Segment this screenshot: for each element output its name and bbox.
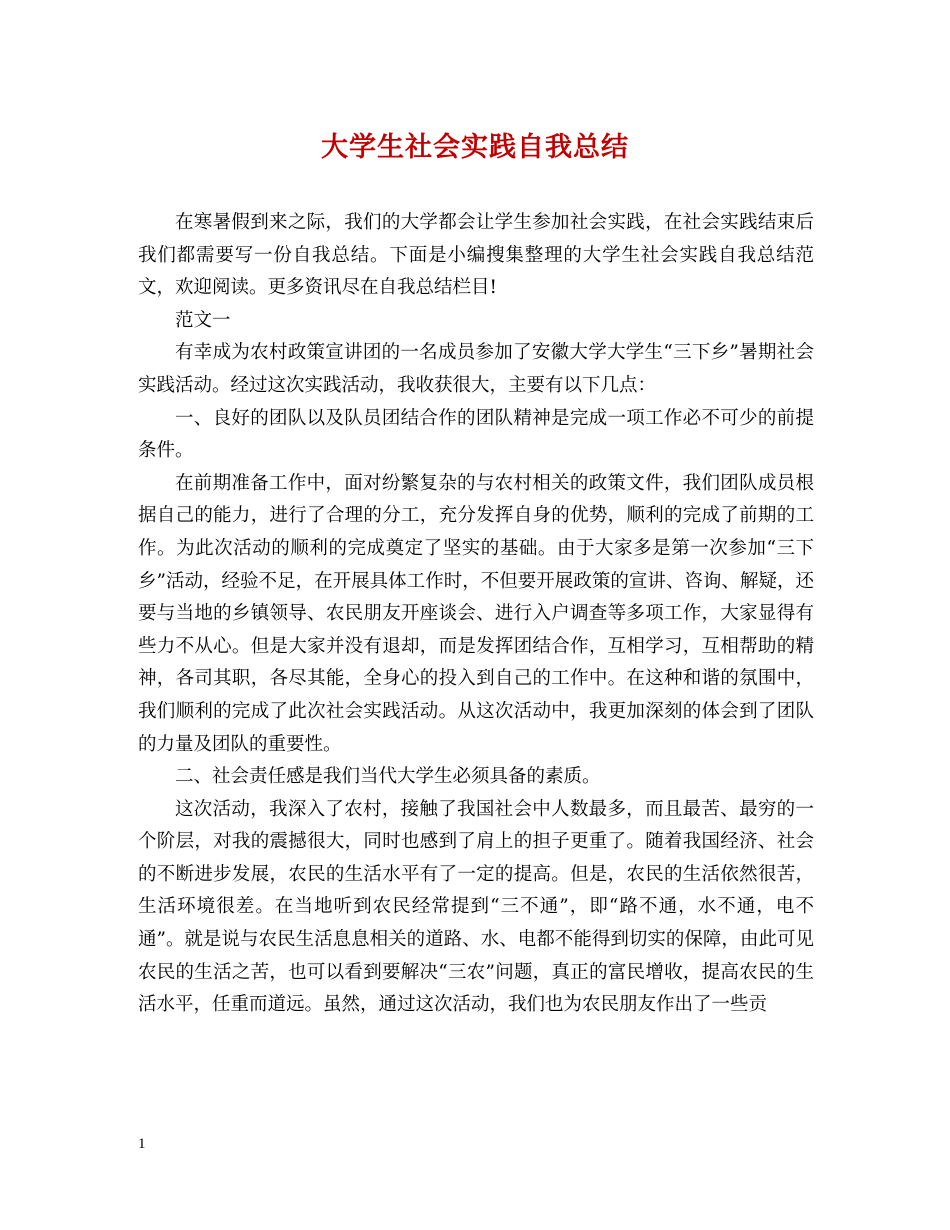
paragraph-opening: 有幸成为农村政策宣讲团的一名成员参加了安徽大学大学生“三下乡”暑期社会实践活动。经过这次实践活动，我收获很大，主要有以下几点： [138, 342, 814, 396]
document-body [138, 207, 814, 1022]
paragraph-point-one: 一、良好的团队以及队员团结合作的团队精神是完成一项工作必不可少的前提条件。 [138, 407, 814, 462]
paragraph-sample-heading: 范文一 [175, 309, 231, 331]
paragraph-teamwork: 在前期准备工作中，面对纷繁复杂的与农村相关的政策文件，我们团队成员根据自己的能力，进行了合理的分工，充分发挥自身的优势，顺利的完成了前期的工作。为此次活动的顺利的完成奠定了坚实的基础。由于大家多是第一次参加“三下乡”活动，经验不足，在开展具体工作时，不但要开展政策的宣讲、咨询、解疑，还要与当地的乡镇领导、农民朋友开座谈会、进行入户调查等多项工作，大家显得有些力不从心。但是大家并没有退却，而是发挥团结合作，互相学习，互相帮助的精神，各司其职，各尽其能，全身心的投入到自己的工作中。在这种和谐的氛围中，我们顺利的完成了此次社会实践活动。从这次活动中，我更加深刻的体会到了团队的力量及团队的重要性。 [138, 472, 814, 755]
paragraph-responsibility: 这次活动，我深入了农村，接触了我国社会中人数最多，而且最苦、最穷的一个阶层，对我的震撼很大，同时也感到了肩上的担子更重了。随着我国经济、社会的不断进步发展，农民的生活水平有了一定的提高。但是，农民的生活依然很苦，生活环境很差。在当地听到农民经常提到“三不通”，即“路不通，水不通，电不通”。就是说与农民生活息息相关的道路、水、电都不能得到切实的保障，由此可见农民的生活之苦，也可以看到要解决“三农”问题，真正的富民增收，提高农民的生活水平，任重而道远。虽然，通过这次活动，我们也为农民朋友作出了一些贡 [138, 798, 814, 1016]
document-title: 大学生社会实践自我总结 [321, 132, 629, 163]
paragraph-intro: 在寒暑假到来之际，我们的大学都会让学生参加社会实践，在社会实践结束后我们都需要写一份自我总结。下面是小编搜集整理的大学生社会实践自我总结范文，欢迎阅读。更多资讯尽在自我总结栏目! [138, 212, 814, 299]
paragraph-point-two: 二、社会责任感是我们当代大学生必须具备的素质。 [175, 766, 601, 788]
page-number: 1 [138, 1136, 146, 1152]
